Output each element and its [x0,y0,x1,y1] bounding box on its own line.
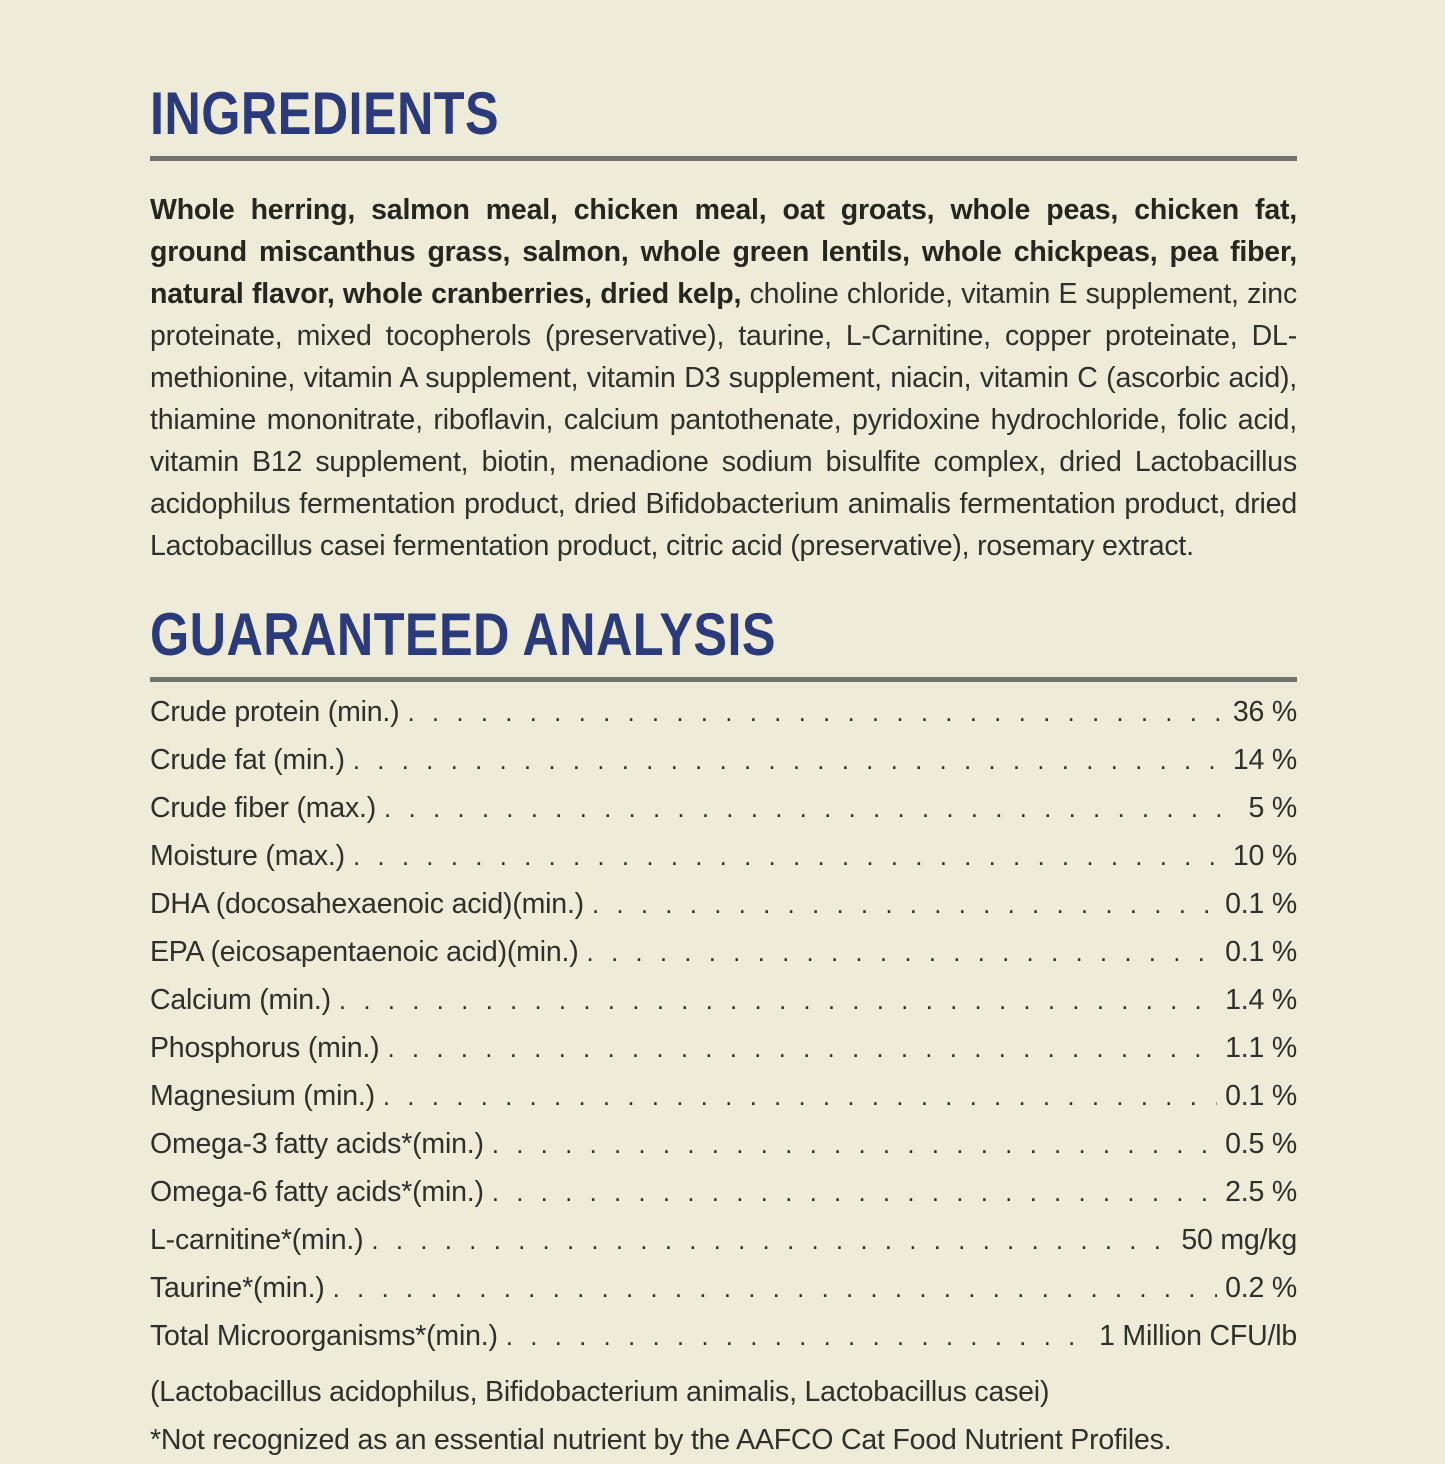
analysis-row [150,792,1297,840]
analysis-row [150,1032,1297,1080]
aafco-footnote: *Not recognized as an essential nutrient by the AAFCO Cat Food Nutrient Profiles. [150,1423,1172,1456]
dot-leader [492,1177,1217,1208]
ingredients-title: INGREDIENTS [150,80,500,147]
analysis-value: 50 mg/kg [1181,1224,1297,1256]
analysis-value: 0.1 % [1225,936,1297,968]
analysis-label: Total Microorganisms*(min.) [150,1320,498,1352]
dot-leader [353,841,1225,872]
analysis-label: EPA (eicosapentaenoic acid)(min.) [150,936,579,968]
analysis-row [150,1272,1297,1320]
analysis-label: Moisture (max.) [150,840,345,872]
analysis-row [150,936,1297,984]
dot-leader [384,793,1240,824]
microorganisms-note: (Lactobacillus acidophilus, Bifidobacterium animalis, Lactobacillus casei) [150,1375,1050,1408]
analysis-label: Crude fiber (max.) [150,792,377,824]
guaranteed-analysis-divider [150,677,1297,682]
analysis-value: 1 Million CFU/lb [1099,1320,1297,1352]
dot-leader [592,889,1217,920]
ingredients-rest: choline chloride, vitamin E supplement, zinc proteinate, mixed tocopherols (preservative), taurine, L-Carnitine, copper proteinate, DL-methionine, vitamin A supplement, vitamin D3 supplement, niacin, vitamin C (ascorbic acid), thiamine mononitrate, riboflavin, calcium pantothenate, pyridoxine hydrochloride, folic acid, vitamin B12 supplement, biotin, menadione sodium bisulfite complex, dried Lactobacillus acidophilus fermentation product, dried Bifidobacterium animalis fermentation product, dried Lactobacillus casei fermentation product, citric acid (preservative), rosemary extract. [150,278,1297,562]
analysis-label: Crude fat (min.) [150,744,345,776]
analysis-value: 0.5 % [1225,1128,1297,1160]
analysis-label: Calcium (min.) [150,984,331,1016]
dot-leader [407,697,1224,728]
analysis-value: 14 % [1232,744,1297,776]
analysis-label: Omega-3 fatty acids*(min.) [150,1128,484,1160]
dot-leader [353,745,1225,776]
dot-leader [339,985,1217,1016]
analysis-row [150,696,1297,744]
analysis-value: 36 % [1232,696,1297,728]
analysis-value: 10 % [1232,840,1297,872]
ingredients-paragraph [150,189,1297,567]
analysis-label: Phosphorus (min.) [150,1032,380,1064]
dot-leader [371,1225,1173,1256]
analysis-row [150,840,1297,888]
analysis-value: 0.2 % [1225,1272,1297,1304]
dot-leader [587,937,1218,968]
analysis-value: 0.1 % [1225,1080,1297,1112]
analysis-value: 2.5 % [1225,1176,1297,1208]
analysis-value: 0.1 % [1225,888,1297,920]
dot-leader [492,1129,1217,1160]
analysis-row [150,744,1297,792]
dot-leader [333,1273,1218,1304]
analysis-value: 1.1 % [1225,1032,1297,1064]
analysis-row [150,1128,1297,1176]
analysis-label: Taurine*(min.) [150,1272,325,1304]
dot-leader [387,1033,1217,1064]
analysis-row [150,1176,1297,1224]
dot-leader [506,1321,1091,1352]
analysis-label: Magnesium (min.) [150,1080,375,1112]
guaranteed-analysis-section [150,601,1297,1464]
dot-leader [383,1081,1217,1112]
analysis-value: 5 % [1248,792,1297,824]
analysis-label: Omega-6 fatty acids*(min.) [150,1176,484,1208]
ingredients-lead-bold: Whole herring, salmon meal, chicken meal, oat groats, whole peas, chicken fat, ground miscanthus grass, salmon, whole green lentils, whole chickpeas, pea fiber, natural flavor, whole cranberries, dried kelp, [150,194,1297,310]
analysis-row [150,1080,1297,1128]
analysis-label: L-carnitine*(min.) [150,1224,364,1256]
analysis-row [150,888,1297,936]
ingredients-divider [150,156,1297,161]
analysis-row [150,1224,1297,1272]
analysis-row [150,1320,1297,1368]
analysis-label: Crude protein (min.) [150,696,400,728]
analysis-label: DHA (docosahexaenoic acid)(min.) [150,888,584,920]
analysis-value: 1.4 % [1225,984,1297,1016]
analysis-row [150,984,1297,1032]
guaranteed-analysis-title: GUARANTEED ANALYSIS [150,601,776,668]
guaranteed-analysis-table [150,696,1297,1464]
